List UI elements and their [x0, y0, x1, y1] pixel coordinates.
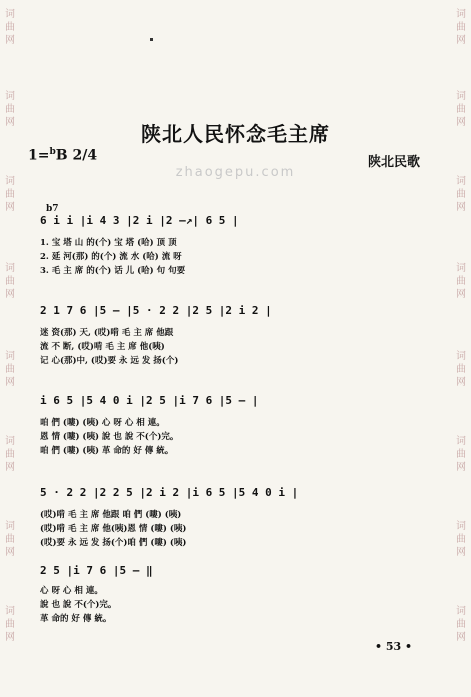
- watermark-char: 网: [456, 377, 466, 388]
- watermark-char: 词: [456, 176, 466, 187]
- watermark-group: [3, 435, 17, 474]
- watermark-char: 词: [456, 436, 466, 447]
- lyric-line: 1. 宝 塔 山 的(个) 宝 塔 (哈) 顶 顶: [40, 238, 177, 248]
- watermark-char: 词: [5, 351, 15, 362]
- watermark-group: [454, 435, 468, 474]
- watermark-char: 网: [5, 377, 15, 388]
- lyric-line: 2. 延 河(那) 的(个) 流 水 (哈) 流 呀: [40, 252, 182, 262]
- watermark-group: [454, 8, 468, 47]
- watermark-column-right: [454, 0, 468, 697]
- watermark-group: [3, 520, 17, 559]
- watermark-char: 曲: [5, 449, 15, 460]
- watermark-char: 词: [5, 176, 15, 187]
- watermark-char: 词: [5, 263, 15, 274]
- watermark-char: 曲: [456, 534, 466, 545]
- watermark-char: 网: [5, 289, 15, 300]
- watermark-group: [3, 175, 17, 214]
- watermark-char: 曲: [456, 104, 466, 115]
- watermark-char: 网: [456, 35, 466, 46]
- watermark-group: [454, 605, 468, 644]
- site-watermark: zhaogepu.com: [175, 165, 296, 180]
- key-flat: b: [49, 147, 56, 157]
- lyric-line: (哎)啃 毛 主 席 他跟 咱 們 (嘍) (咦): [40, 510, 182, 520]
- watermark-column-left: [3, 0, 17, 697]
- watermark-group: [454, 350, 468, 389]
- key-label: 1=: [28, 147, 50, 164]
- watermark-char: 词: [5, 9, 15, 20]
- notation-line: 6 i i |i 4 3 |2 i |2 —↗| 6 5 |: [40, 214, 239, 227]
- watermark-char: 网: [456, 289, 466, 300]
- print-speck: [150, 38, 153, 41]
- watermark-group: [454, 520, 468, 559]
- watermark-char: 曲: [456, 449, 466, 460]
- lyric-line: 迷 资(那) 天, (哎)啃 毛 主 席 他跟: [40, 328, 174, 338]
- watermark-group: [3, 605, 17, 644]
- page-number: • 53 •: [375, 640, 413, 653]
- watermark-char: 词: [456, 263, 466, 274]
- watermark-char: 网: [456, 117, 466, 128]
- watermark-char: 网: [5, 117, 15, 128]
- lyric-line: (哎)啃 毛 主 席 他(咦)恩 情 (嘍) (咦): [40, 524, 187, 534]
- lyric-line: 咱 們 (嘍) (咦) 心 呀 心 相 連。: [40, 418, 165, 428]
- lyric-line: 记 心(那)中, (哎)要 永 远 发 扬(个): [40, 356, 179, 366]
- key-note: B: [55, 147, 68, 164]
- watermark-char: 词: [456, 521, 466, 532]
- section-prefix: b7: [46, 204, 59, 214]
- watermark-char: 网: [5, 202, 15, 213]
- notation-line: 5 · 2 2 |2 2 5 |2 i 2 |i 6 5 |5 4 0 i |: [40, 486, 299, 499]
- key-signature: [28, 147, 97, 164]
- watermark-group: [3, 262, 17, 301]
- watermark-char: 曲: [456, 276, 466, 287]
- watermark-char: 网: [5, 547, 15, 558]
- watermark-char: 词: [456, 351, 466, 362]
- watermark-char: 曲: [456, 619, 466, 630]
- notation-line: i 6 5 |5 4 0 i |2 5 |i 7 6 |5 — |: [40, 394, 259, 407]
- watermark-group: [3, 8, 17, 47]
- watermark-char: 曲: [5, 364, 15, 375]
- watermark-char: 曲: [456, 364, 466, 375]
- watermark-char: 词: [5, 606, 15, 617]
- watermark-char: 曲: [5, 189, 15, 200]
- watermark-char: 曲: [456, 189, 466, 200]
- lyric-line: 革 命的 好 傳 統。: [40, 614, 112, 624]
- watermark-char: 网: [456, 462, 466, 473]
- lyric-line: 心 呀 心 相 連。: [40, 586, 103, 596]
- lyric-line: 3. 毛 主 席 的(个) 话 儿 (哈) 句 句要: [40, 266, 186, 276]
- watermark-char: 词: [456, 606, 466, 617]
- watermark-char: 曲: [5, 534, 15, 545]
- watermark-char: 词: [456, 91, 466, 102]
- watermark-char: 网: [456, 547, 466, 558]
- watermark-char: 词: [5, 91, 15, 102]
- lyric-line: (哎)要 永 远 发 扬(个)咱 們 (嘍) (咦): [40, 538, 187, 548]
- watermark-char: 词: [5, 521, 15, 532]
- watermark-char: 网: [456, 632, 466, 643]
- watermark-char: 网: [5, 632, 15, 643]
- watermark-char: 曲: [5, 22, 15, 33]
- lyric-line: 恩 情 (嘍) (咦) 說 也 說 不(个)完。: [40, 432, 179, 442]
- watermark-group: [454, 262, 468, 301]
- song-title: 陕北人民怀念毛主席: [141, 122, 330, 146]
- watermark-char: 词: [456, 9, 466, 20]
- watermark-char: 曲: [5, 104, 15, 115]
- watermark-char: 网: [5, 35, 15, 46]
- watermark-char: 网: [5, 462, 15, 473]
- watermark-char: 网: [456, 202, 466, 213]
- notation-line: 2 1 7 6 |5 — |5 · 2 2 |2 5 |2 i 2 |: [40, 304, 272, 317]
- lyric-line: 咱 們 (嘍) (咦) 革 命的 好 傳 統。: [40, 446, 174, 456]
- lyric-line: 流 不 断, (哎)啃 毛 主 席 他(咦): [40, 342, 165, 352]
- watermark-char: 曲: [5, 619, 15, 630]
- notation-line: 2 5 |i 7 6 |5 — ‖: [40, 564, 153, 577]
- watermark-group: [454, 175, 468, 214]
- lyric-line: 說 也 說 不(个)完。: [40, 600, 117, 610]
- watermark-group: [3, 350, 17, 389]
- watermark-char: 曲: [456, 22, 466, 33]
- watermark-char: 词: [5, 436, 15, 447]
- watermark-char: 曲: [5, 276, 15, 287]
- time-signature: 2/4: [72, 147, 98, 164]
- song-origin: 陕北民歌: [368, 155, 421, 170]
